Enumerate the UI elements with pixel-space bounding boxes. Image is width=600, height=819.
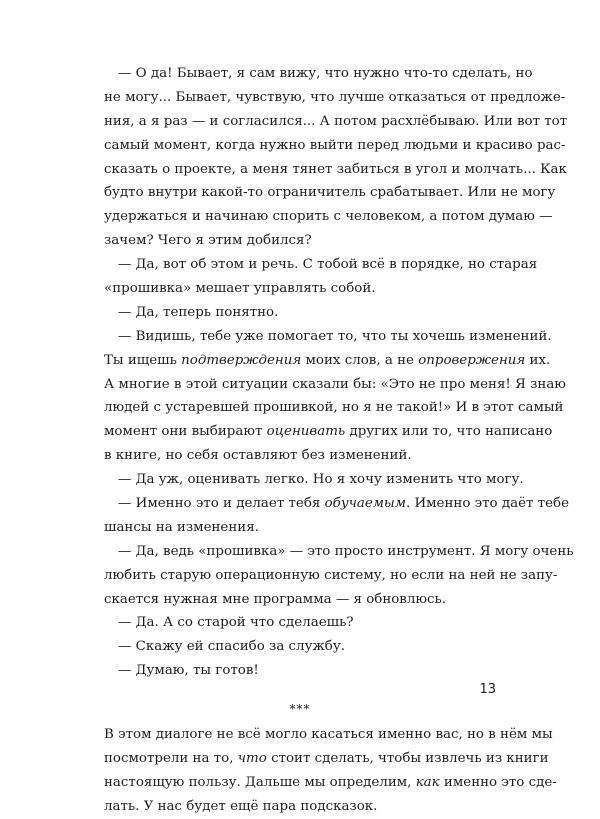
text-line: скается нужная мне программа — я обновлюсь. (104, 591, 447, 607)
text-line: — Да, ведь «прошивка» — это просто инструмент. Я могу очень (118, 543, 574, 559)
emphasis-word: что (237, 751, 267, 767)
emphasis-word: опровержения (418, 352, 526, 368)
emphasis-word: как (415, 774, 440, 790)
text-line: людей с устаревшей прошивкой, но я не такой!» И в этот самый (104, 400, 564, 416)
dialogue-block (104, 62, 574, 683)
text-line: — Да, теперь понятно. (118, 304, 279, 320)
emphasis-word: оценивать (266, 424, 346, 440)
text-line: — Скажу ей спасибо за службу. (118, 639, 345, 655)
page-number: 13 (479, 682, 496, 697)
text-line: — Да уж, оценивать легко. Но я хочу изменить что могу. (118, 472, 524, 488)
text-line: — Именно это и делает тебя обучаемым. Именно это даёт тебе (118, 496, 570, 512)
emphasis-word: обучаемым (324, 496, 406, 512)
emphasis-word: подтверждения (181, 352, 302, 368)
text-line: «прошивка» мешает управлять собой. (104, 281, 376, 297)
text-line: — Видишь, тебе уже помогает то, что ты хочешь изменений. (118, 328, 552, 344)
text-line: будто внутри какой-то ограничитель срабатывает. Или не могу (104, 185, 556, 201)
text-line: не могу... Бывает, чувствую, что лучше отказаться от предложе- (104, 89, 566, 105)
closing-paragraph (104, 723, 557, 819)
text-line: — Да, вот об этом и речь. С тобой всё в порядке, но старая (118, 257, 538, 273)
text-line: В этом диалоге не всё могло касаться именно вас, но в нём мы (104, 727, 553, 743)
text-line: настоящую пользу. Дальше мы определим, как именно это сде- (104, 774, 557, 790)
text-line: Ты ищешь подтверждения моих слов, а не опровержения их. (104, 352, 551, 368)
text-line: самый момент, когда нужно выйти перед людьми и красиво рас- (104, 137, 566, 153)
text-line: момент они выбирают оценивать других или то, что написано (104, 424, 553, 440)
book-page-text (104, 62, 574, 819)
text-line: в книге, но себя оставляют без изменений. (104, 448, 412, 464)
text-line: — Думаю, ты готов! (118, 663, 259, 679)
text-line: любить старую операционную систему, но если на ней не запу- (104, 567, 558, 583)
text-line: — О да! Бывает, я сам вижу, что нужно что-то сделать, но (118, 66, 533, 81)
text-line: лать. У нас будет ещё пара подсказок. (104, 798, 378, 814)
section-separator: *** (289, 702, 311, 717)
text-line: зачем? Чего я этим добился? (104, 233, 312, 249)
text-line: А многие в этой ситуации сказали бы: «Это не про меня! Я знаю (104, 376, 566, 392)
text-line: шансы на изменения. (104, 519, 259, 535)
text-line: сказать о проекте, а меня тянет забиться в угол и молчать... Как (104, 161, 567, 177)
text-line: посмотрели на то, что стоит сделать, чтобы извлечь из книги (104, 751, 549, 767)
text-line: — Да. А со старой что сделаешь? (118, 615, 354, 631)
text-line: удержаться и начинаю спорить с человеком, а потом думаю — (104, 209, 553, 225)
text-line: ния, а я раз — и согласился... А потом расхлёбываю. Или вот тот (104, 113, 568, 129)
